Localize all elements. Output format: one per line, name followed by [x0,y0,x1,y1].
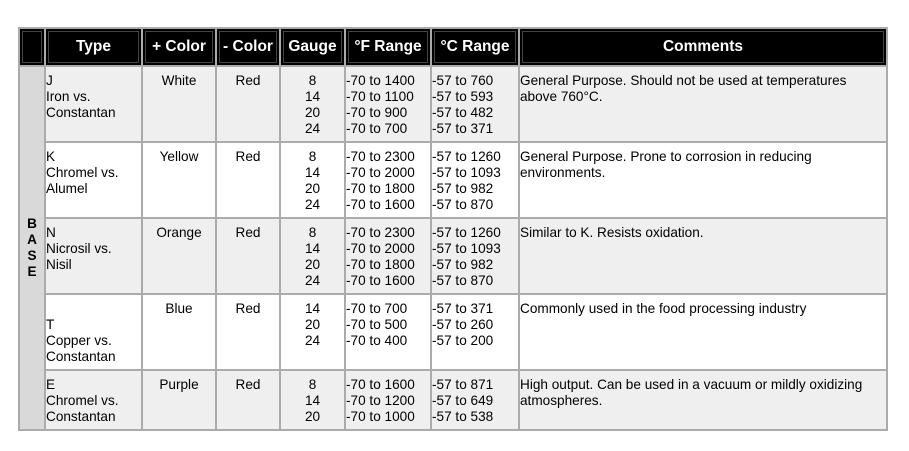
header-neg-color: - Color [217,29,279,65]
thermocouple-table [18,27,888,431]
neg-color-cell: Red [217,67,279,141]
c-range-cell: -57 to 371 -57 to 260 -57 to 200 [432,295,518,369]
header-row [20,29,886,65]
comment-cell: High output. Can be used in a vacuum or mildly oxidizing atmospheres. [520,371,886,429]
header-f-range: °F Range [346,29,430,65]
c-range-cell: -57 to 1260 -57 to 1093 -57 to 982 -57 to 870 [432,143,518,217]
neg-color-cell: Red [217,295,279,369]
f-range-cell: -70 to 1400 -70 to 1100 -70 to 900 -70 to 700 [346,67,430,141]
table-row-k [20,143,886,217]
pos-color-cell: Purple [143,371,215,429]
c-range-cell: -57 to 871 -57 to 649 -57 to 538 [432,371,518,429]
table-row-j [20,67,886,141]
header-type: Type [46,29,141,65]
type-cell: J Iron vs. Constantan [46,67,141,141]
header-comments: Comments [520,29,886,65]
gauge-cell: 14 20 24 [281,295,344,369]
base-group-label: B A S E [20,67,44,429]
table-row-t [20,295,886,369]
header-c-range: °C Range [432,29,518,65]
comment-cell: General Purpose. Should not be used at temperatures above 760°C. [520,67,886,141]
table-row-e [20,371,886,429]
f-range-cell: -70 to 2300 -70 to 2000 -70 to 1800 -70 to 1600 [346,143,430,217]
comment-cell: Similar to K. Resists oxidation. [520,219,886,293]
header-pos-color: + Color [143,29,215,65]
type-cell: E Chromel vs. Constantan [46,371,141,429]
pos-color-cell: Blue [143,295,215,369]
gauge-cell: 8 14 20 24 [281,219,344,293]
type-cell: N Nicrosil vs. Nisil [46,219,141,293]
comment-cell: Commonly used in the food processing industry [520,295,886,369]
pos-color-cell: White [143,67,215,141]
comment-cell: General Purpose. Prone to corrosion in reducing environments. [520,143,886,217]
header-base [20,29,44,65]
pos-color-cell: Orange [143,219,215,293]
pos-color-cell: Yellow [143,143,215,217]
f-range-cell: -70 to 700 -70 to 500 -70 to 400 [346,295,430,369]
f-range-cell: -70 to 1600 -70 to 1200 -70 to 1000 [346,371,430,429]
gauge-cell: 8 14 20 [281,371,344,429]
c-range-cell: -57 to 760 -57 to 593 -57 to 482 -57 to 371 [432,67,518,141]
table-row-n [20,219,886,293]
neg-color-cell: Red [217,371,279,429]
gauge-cell: 8 14 20 24 [281,143,344,217]
neg-color-cell: Red [217,143,279,217]
header-gauge: Gauge [281,29,344,65]
c-range-cell: -57 to 1260 -57 to 1093 -57 to 982 -57 to 870 [432,219,518,293]
neg-color-cell: Red [217,219,279,293]
type-cell: K Chromel vs. Alumel [46,143,141,217]
f-range-cell: -70 to 2300 -70 to 2000 -70 to 1800 -70 to 1600 [346,219,430,293]
type-cell: T Copper vs. Constantan [46,295,141,369]
gauge-cell: 8 14 20 24 [281,67,344,141]
